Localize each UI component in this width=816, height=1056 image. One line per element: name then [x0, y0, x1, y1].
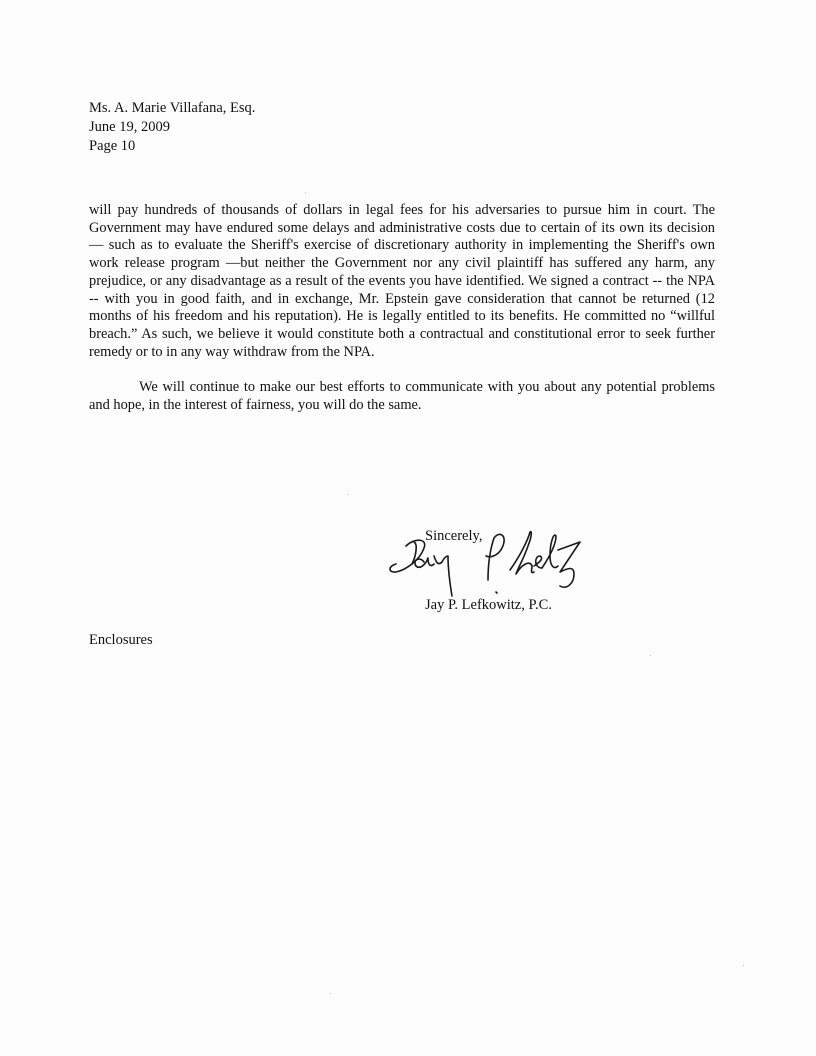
enclosures-label: Enclosures: [89, 632, 153, 648]
handwritten-signature: [384, 526, 594, 606]
scan-speck: [650, 655, 651, 656]
letter-header: [89, 99, 255, 156]
body-paragraph-1: will pay hundreds of thousands of dollars in legal fees for his adversaries to pursue him in court. The Government may have endured some delays and administrative costs due to certain of its own its decision — such as to evaluate the Sheriff's exercise of discretionary authority in implementing the Sheriff's own work release program —but neither the Government nor any civil plaintiff has suffered any harm, any prejudice, or any disadvantage as a result of the events you have identified. We signed a contract -- the NPA -- with you in good faith, and in exchange, Mr. Epstein gave consideration that cannot be returned (12 months of his freedom and his reputation). He is legally entitled to its benefits. He committed no “willful breach.” As such, we believe it would constitute both a contractual and constitutional error to seek further remedy or to in any way withdraw from the NPA.: [89, 202, 715, 360]
scan-speck: [743, 965, 744, 966]
scan-speck: [305, 192, 306, 193]
letter-date: June 19, 2009: [89, 119, 170, 135]
scan-speck: [330, 993, 331, 994]
page-number: Page 10: [89, 138, 136, 154]
signer-name: Jay P. Lefkowitz, P.C.: [425, 597, 552, 613]
letter-body: [89, 202, 715, 414]
recipient-name: Ms. A. Marie Villafana, Esq.: [89, 100, 256, 116]
body-paragraph-2: We will continue to make our best efforts to communicate with you about any potential problems and hope, in the interest of fairness, you will do the same.: [89, 378, 715, 413]
scan-speck: [347, 494, 348, 495]
closing-salutation: Sincerely,: [425, 528, 483, 544]
